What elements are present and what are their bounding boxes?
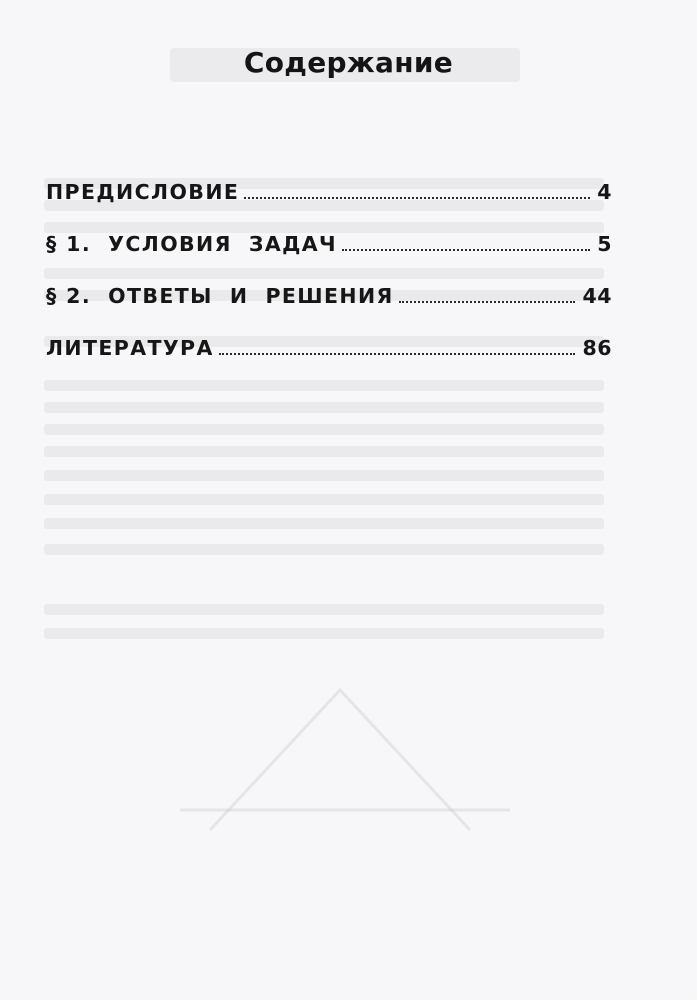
toc-entry-label: ПРЕДИСЛОВИЕ — [46, 180, 240, 204]
toc-entry-page-number: 86 — [582, 336, 612, 360]
toc-entry-label: § 2. ОТВЕТЫ И РЕШЕНИЯ — [46, 284, 394, 308]
table-of-contents — [46, 180, 612, 388]
toc-entry-literature[interactable] — [46, 336, 612, 388]
toc-entry-page-number: 44 — [582, 284, 612, 308]
toc-entry-section-1[interactable] — [46, 232, 612, 284]
toc-entry-label: ЛИТЕРАТУРА — [46, 336, 214, 360]
dot-leader — [219, 353, 576, 355]
dot-leader — [399, 301, 576, 303]
dot-leader — [244, 197, 590, 199]
toc-entry-label: § 1. УСЛОВИЯ ЗАДАЧ — [46, 232, 337, 256]
dot-leader — [342, 249, 590, 251]
toc-entry-section-2[interactable] — [46, 284, 612, 336]
toc-entry-preface[interactable] — [46, 180, 612, 232]
toc-entry-page-number: 5 — [597, 232, 612, 256]
page-title: Содержание — [243, 46, 454, 79]
toc-entry-page-number: 4 — [597, 180, 612, 204]
